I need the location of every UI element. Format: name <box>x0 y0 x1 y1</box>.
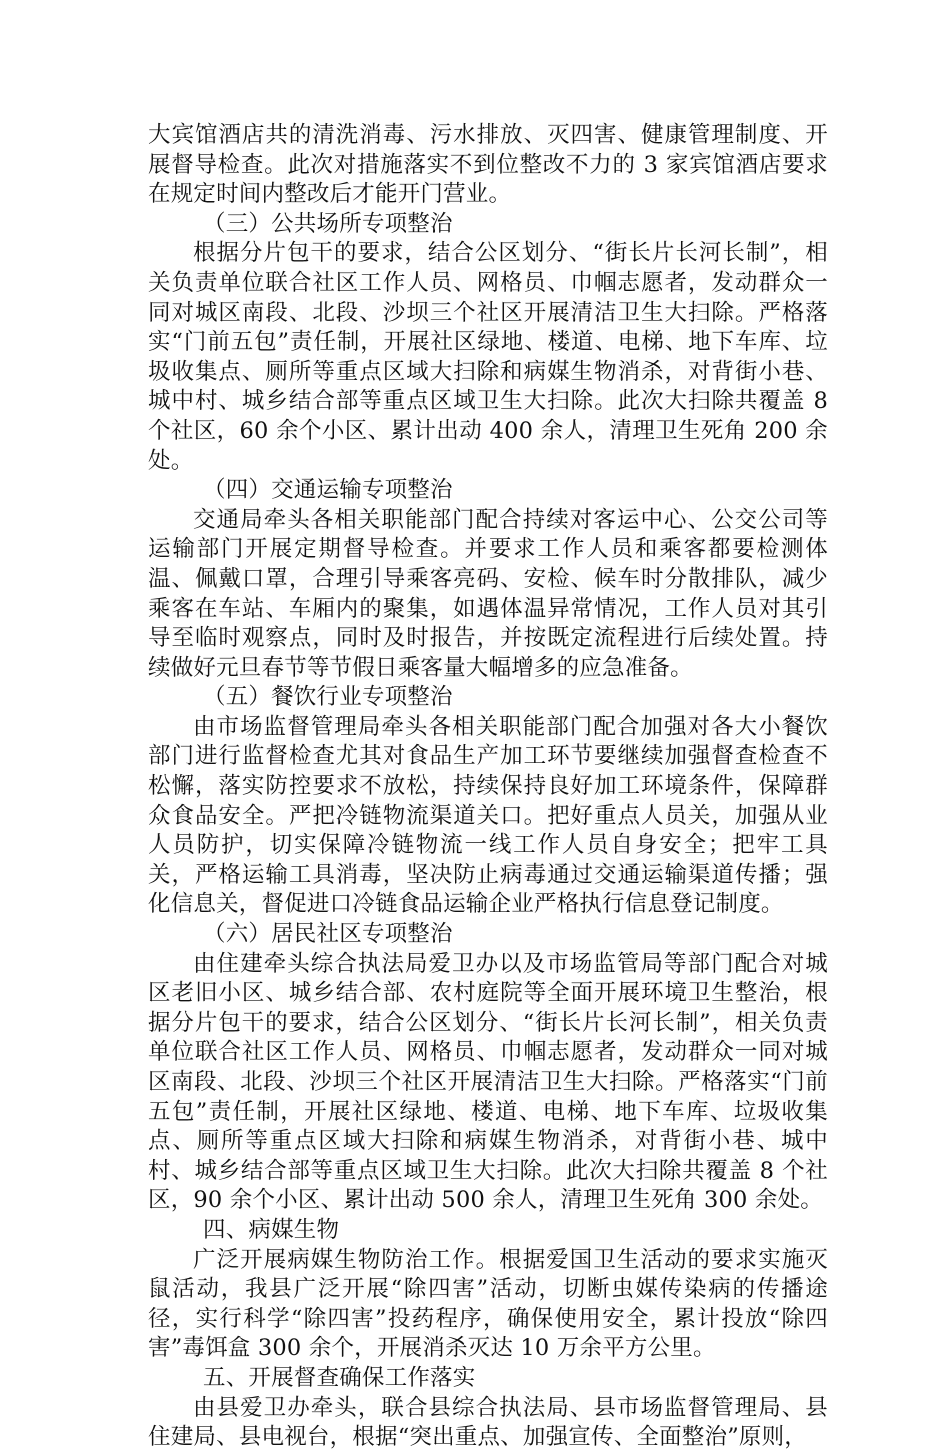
paragraph-catering: 由市场监督管理局牵头各相关职能部门配合加强对各大小餐饮部门进行监督检查尤其对食品生产加工环节要继续加强督查检查不松懈，落实防控要求不放松，持续保持良好加工环境条件，保障群众食品安全。严把冷链物流渠道关口。把好重点人员关，加强从业人员防护，切实保障冷链物流一线工作人员自身安全；把牢工具关，严格运输工具消毒，坚决防止病毒通过交通运输渠道传播；强化信息关，督促进口冷链食品运输企业严格执行信息登记制度。 <box>148 713 828 918</box>
heading-vectors: 四、病媒生物 <box>203 1216 340 1243</box>
heading-transport: （四）交通运输专项整治 <box>203 477 453 504</box>
paragraph-hotel-continuation: 大宾馆酒店共的清洗消毒、污水排放、灭四害、健康管理制度、开展督导检查。此次对措施落实不到位整改不力的 3 家宾馆酒店要求在规定时间内整改后才能开门营业。 <box>148 122 828 208</box>
document-body <box>148 121 828 1453</box>
paragraph-public-places: 根据分片包干的要求，结合公区划分、“街长片长河长制”，相关负责单位联合社区工作人员、网格员、巾帼志愿者，发动群众一同对城区南段、北段、沙坝三个社区开展清洁卫生大扫除。严格落实“门前五包”责任制，开展社区绿地、楼道、电梯、地下车库、垃圾收集点、厕所等重点区域大扫除和病媒生物消杀，对背街小巷、城中村、城乡结合部等重点区域卫生大扫除。此次大扫除共覆盖 8 个社区，60 余个小区、累计出动 400 余人，清理卫生死角 200 余处。 <box>148 240 828 474</box>
heading-residential: （六）居民社区专项整治 <box>203 921 453 948</box>
paragraph-supervision: 由县爱卫办牵头，联合县综合执法局、县市场监督管理局、县住建局、县电视台，根据“突出重点、加强宣传、全面整治”原则， <box>148 1394 828 1451</box>
heading-catering: （五）餐饮行业专项整治 <box>203 684 453 711</box>
paragraph-residential: 由住建牵头综合执法局爱卫办以及市场监管局等部门配合对城区老旧小区、城乡结合部、农村庭院等全面开展环境卫生整治，根据分片包干的要求，结合公区划分、“街长片长河长制”，相关负责单位联合社区工作人员、网格员、巾帼志愿者，发动群众一同对城区南段、北段、沙坝三个社区开展清洁卫生大扫除。严格落实“门前五包”责任制，开展社区绿地、楼道、电梯、地下车库、垃圾收集点、厕所等重点区域大扫除和病媒生物消杀，对背街小巷、城中村、城乡结合部等重点区域卫生大扫除。此次大扫除共覆盖 8 个社区，90 余个小区、累计出动 500 余人，清理卫生死角 300 余处。 <box>148 950 828 1214</box>
paragraph-vectors: 广泛开展病媒生物防治工作。根据爱国卫生活动的要求实施灭鼠活动，我县广泛开展“除四害”活动，切断虫媒传染病的传播途径，实行科学“除四害”投药程序，确保使用安全，累计投放“除四害”毒饵盒 300 余个，开展消杀灭达 10 万余平方公里。 <box>148 1246 828 1362</box>
paragraph-transport: 交通局牵头各相关职能部门配合持续对客运中心、公交公司等运输部门开展定期督导检查。并要求工作人员和乘客都要检测体温、佩戴口罩，合理引导乘客亮码、安检、候车时分散排队，减少乘客在车站、车厢内的聚集，如遇体温异常情况，工作人员对其引导至临时观察点，同时及时报告，并按既定流程进行后续处置。持续做好元旦春节等节假日乘客量大幅增多的应急准备。 <box>148 506 828 681</box>
heading-public-places: （三）公共场所专项整治 <box>203 210 453 237</box>
heading-supervision: 五、开展督查确保工作落实 <box>203 1364 476 1391</box>
